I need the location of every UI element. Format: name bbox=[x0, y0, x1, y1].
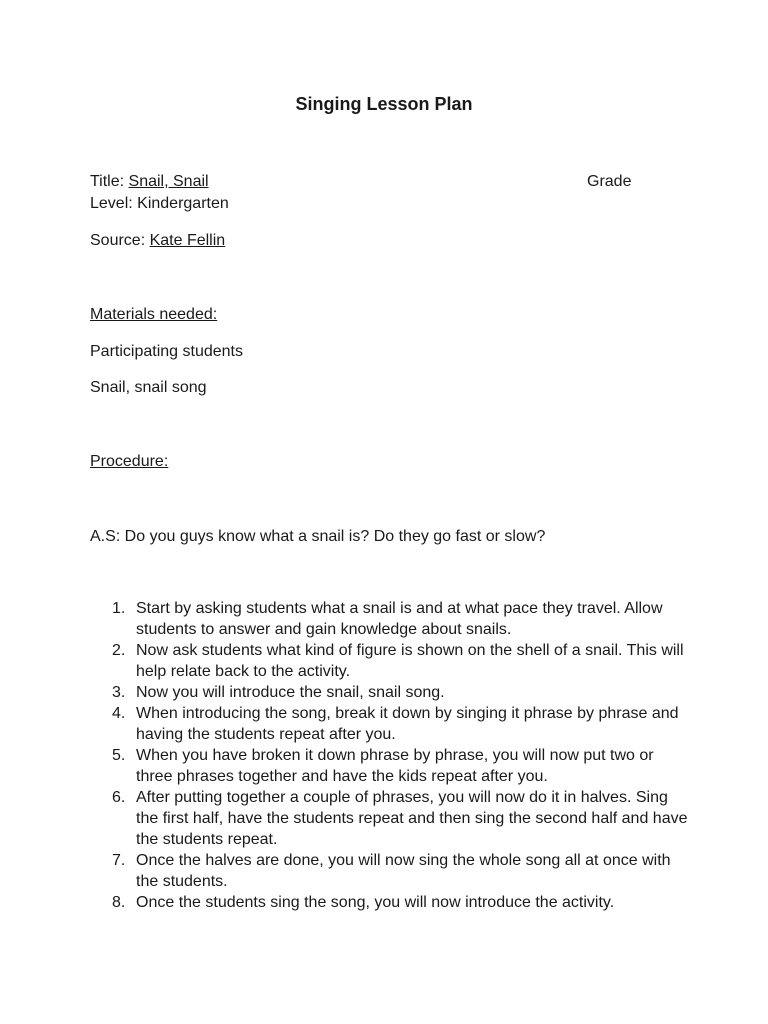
procedure-step bbox=[90, 598, 690, 640]
step-number: 5. bbox=[112, 747, 126, 764]
level-value: Kindergarten bbox=[137, 195, 229, 212]
level-label: Level: bbox=[90, 195, 138, 212]
materials-item: Snail, snail song bbox=[90, 379, 207, 396]
step-text: Once the students sing the song, you will now introduce the activity. bbox=[136, 894, 615, 911]
step-number: 2. bbox=[112, 642, 126, 659]
step-text: Start by asking students what a snail is and at what pace they travel. Allow students to answer and gain knowledge about snails. bbox=[136, 600, 663, 638]
procedure-step bbox=[90, 892, 690, 913]
procedure-step bbox=[90, 640, 690, 682]
procedure-steps bbox=[90, 598, 690, 913]
step-text: Now you will introduce the snail, snail song. bbox=[136, 684, 445, 701]
step-number: 8. bbox=[112, 894, 126, 911]
procedure-step bbox=[90, 745, 690, 787]
step-text: After putting together a couple of phrases, you will now do it in halves. Sing the first half, have the students repeat and then sing the second half and have the students repeat. bbox=[136, 789, 688, 848]
procedure-step bbox=[90, 787, 690, 850]
procedure-step bbox=[90, 850, 690, 892]
level-line bbox=[90, 193, 229, 214]
procedure-step bbox=[90, 703, 690, 745]
source-label: Source: bbox=[90, 232, 150, 249]
title-line bbox=[90, 171, 209, 192]
title-label: Title: bbox=[90, 173, 129, 190]
anticipatory-set: A.S: Do you guys know what a snail is? Do they go fast or slow? bbox=[90, 528, 546, 545]
step-number: 3. bbox=[112, 684, 126, 701]
materials-heading: Materials needed: bbox=[90, 306, 218, 323]
step-text: When you have broken it down phrase by phrase, you will now put two or three phrases together and have the kids repeat after you. bbox=[136, 747, 654, 785]
procedure-heading: Procedure: bbox=[90, 453, 169, 470]
step-text: Once the halves are done, you will now sing the whole song all at once with the students. bbox=[136, 852, 671, 890]
step-text: When introducing the song, break it down by singing it phrase by phrase and having the students repeat after you. bbox=[136, 705, 679, 743]
step-text: Now ask students what kind of figure is shown on the shell of a snail. This will help relate back to the activity. bbox=[136, 642, 684, 680]
procedure-step bbox=[90, 682, 690, 703]
source-value: Kate Fellin bbox=[149, 232, 226, 249]
step-number: 7. bbox=[112, 852, 126, 869]
step-number: 4. bbox=[112, 705, 126, 722]
materials-item: Participating students bbox=[90, 343, 243, 360]
title-value: Snail, Snail bbox=[128, 173, 209, 190]
source-line bbox=[90, 230, 225, 251]
page-title: Singing Lesson Plan bbox=[295, 94, 473, 114]
step-number: 6. bbox=[112, 789, 126, 806]
grade-label: Grade bbox=[587, 173, 632, 190]
step-number: 1. bbox=[112, 600, 126, 617]
